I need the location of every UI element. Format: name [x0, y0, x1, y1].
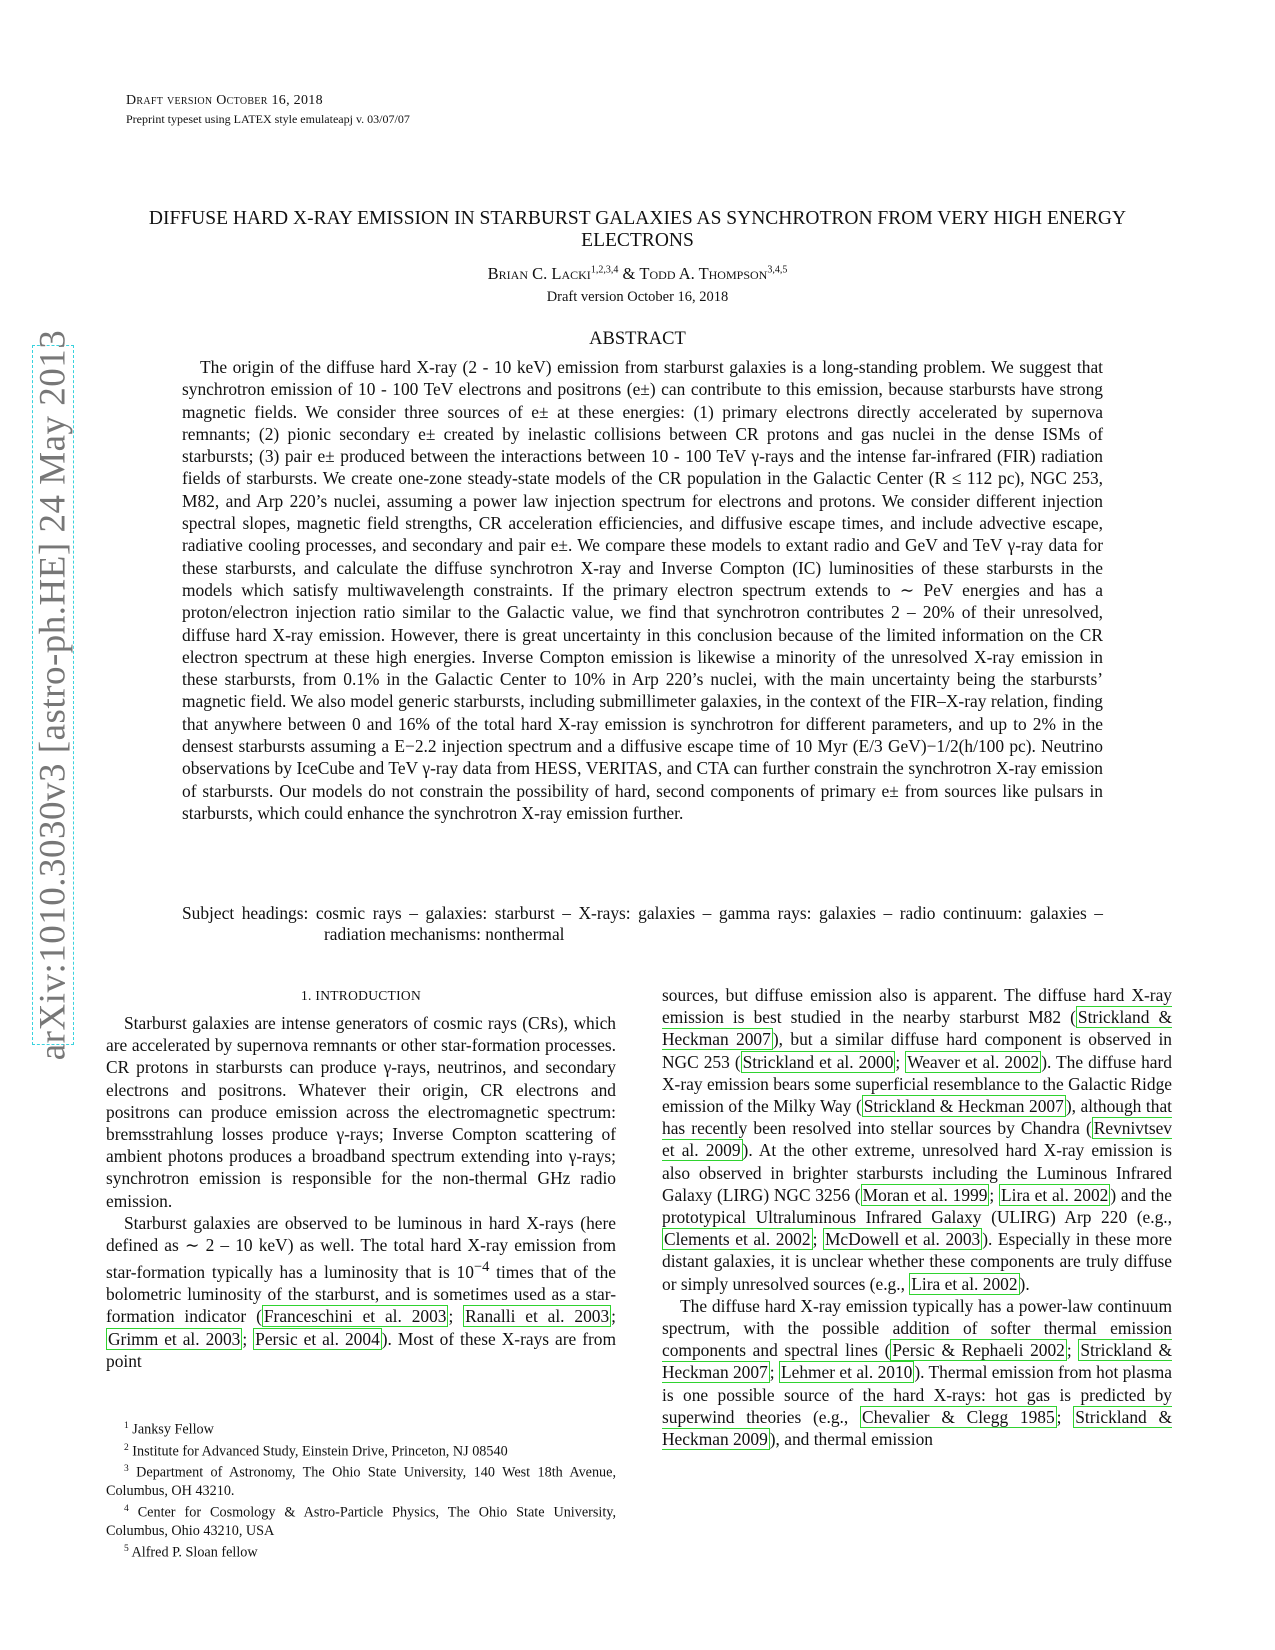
paper-title: DIFFUSE HARD X-RAY EMISSION IN STARBURST GALAXIES AS SYNCHROTRON FROM VERY HIGH ENERGY ELECTRONS [148, 208, 1127, 251]
abstract-heading: ABSTRACT [589, 329, 686, 349]
citation-link[interactable]: Lira et al. 2002 [1000, 1184, 1109, 1205]
subject-headings: Subject headings: cosmic rays – galaxies: starburst – X-rays: galaxies – gamma rays: galaxies – radio continuum: galaxies – radiation mechanisms: nonthermal [182, 903, 1103, 944]
draft-header: Draft version October 16, 2018 [126, 93, 323, 108]
intro-paragraph-3: The diffuse hard X-ray emission typically has a power-law continuum spectrum, with the possible addition of softer thermal emission components and spectral lines ( Persic & Rephaeli 2002 ; Strickland & Heckman 2007 ; Lehmer et al. 2010 ). Thermal emission from hot plasma is one possible source of the hard X-rays: hot gas is predicted by superwind theories (e.g., Chevalier & Clegg 1985 ; Strickland & Heckman 2009 ), and thermal emission [662, 1295, 1173, 1450]
citation-link[interactable]: Persic & Rephaeli 2002 [892, 1340, 1065, 1361]
draft-date: Draft version October 16, 2018 [546, 289, 729, 305]
citation-link[interactable]: Strickland & Heckman 2007 [863, 1096, 1064, 1117]
right-column [662, 984, 1172, 1450]
citation-link[interactable]: Revnivtsev et al. 2009 [662, 1118, 1172, 1161]
citation-link[interactable]: Strickland & Heckman 2009 [662, 1406, 1173, 1450]
footnote: $^3$ Department of Astronomy, The Ohio State University, 140 West 18th Avenue, Columbus, OH 43210. [106, 1464, 616, 1500]
arxiv-identifier: arXiv:1010.3030v3 [astro-ph.HE] 24 May 2013 [32, 329, 74, 1061]
footnote: $^2$ Institute for Advanced Study, Einstein Drive, Princeton, NJ 08540 [124, 1442, 508, 1460]
citation-link[interactable]: McDowell et al. 2003 [824, 1229, 981, 1250]
citation-link[interactable]: Strickland & Heckman 2007 [662, 1007, 1172, 1050]
citation-link[interactable]: Grimm et al. 2003 [108, 1328, 241, 1349]
citation-link[interactable]: Persic et al. 2004 [255, 1328, 380, 1349]
footnote: $^1$ Janksy Fellow [124, 1421, 214, 1438]
author-1-affiliations: 1,2,3,4 [590, 264, 619, 276]
author-1: Brian C. Lacki [487, 264, 591, 283]
citation-link[interactable]: Ranalli et al. 2003 [465, 1306, 610, 1327]
left-column [106, 1012, 616, 1372]
author-separator: & [622, 264, 636, 283]
author-line [100, 264, 1175, 284]
citation-link[interactable]: Lehmer et al. 2010 [780, 1362, 913, 1383]
intro-paragraph-2-continued: sources, but diffuse emission also is apparent. The diffuse hard X-ray emission is best studied in the nearby starburst M82 ( Strickland & Heckman 2007 ), but a similar diffuse hard component is observed in NGC 253 ( Strickland et al. 2000 ; Weaver et al. 2002 ). The diffuse hard X-ray emission bears some superficial resemblance to the Galactic Ridge emission of the Milky Way ( Strickland & Heckman 2007 ), although that has recently been resolved into stellar sources by Chandra ( Revnivtsev et al. 2009 ). At the other extreme, unresolved hard X-ray emission is also observed in brighter starbursts including the Luminous Infrared Galaxy (LIRG) NGC 3256 ( Moran et al. 1999 ; Lira et al. 2002 ) and the prototypical Ultraluminous Infrared Galaxy (ULIRG) Arp 220 (e.g., Clements et al. 2002 ; McDowell et al. 2003 ). Especially in these more distant galaxies, it is unclear whether these components are truly diffuse or simply unresolved sources (e.g., Lira et al. 2002 ). [662, 985, 1173, 1294]
citation-link[interactable]: Weaver et al. 2002 [907, 1051, 1040, 1072]
citation-link[interactable]: Chevalier & Clegg 1985 [861, 1406, 1055, 1427]
footnotes [106, 1417, 616, 1562]
intro-paragraph-1: Starburst galaxies are intense generators of cosmic rays (CRs), which are accelerated by supernova remnants or other star-formation processes. CR protons in starbursts can produce γ-rays, neutrinos, and secondary electrons and positrons. Whatever their origin, CR electrons and positrons can produce emission across the electromagnetic spectrum: bremsstrahlung losses produce γ-rays; Inverse Compton scattering of ambient photons produces a broadband spectrum extending into γ-rays; synchrotron emission is responsible for the non-thermal GHz radio emission. [106, 1013, 616, 1211]
section-heading: 1. INTRODUCTION [301, 988, 421, 1003]
footnote: $^5$ Alfred P. Sloan fellow [124, 1543, 258, 1561]
abstract-text: The origin of the diffuse hard X-ray (2 - 10 keV) emission from starburst galaxies is a long-standing problem. We suggest that synchrotron emission of 10 - 100 TeV electrons and positrons (e±) can contribute to this emission, because starbursts have strong magnetic fields. We consider three sources of e± at these energies: (1) primary electrons directly accelerated by supernova remnants; (2) pionic secondary e± created by inelastic collisions between CR protons and gas nuclei in the dense ISMs of starbursts; (3) pair e± produced between the interactions between 10 - 100 TeV γ-rays and the intense far-infrared (FIR) radiation fields of starbursts. We create one-zone steady-state models of the CR population in the Galactic Center (R ≤ 112 pc), NGC 253, M82, and Arp 220’s nuclei, assuming a power law injection spectrum for electrons and protons. We consider different injection spectral slopes, magnetic field strengths, CR acceleration efficiencies, and diffusive escape times, and include advective escape, radiative cooling processes, and secondary and pair e±. We compare these models to extant radio and GeV and TeV γ-ray data for these starbursts, and calculate the diffuse synchrotron X-ray and Inverse Compton (IC) luminosities of these starbursts in the models which satisfy multiwavelength constraints. If the primary electron spectrum extends to ∼ PeV energies and has a proton/electron injection ratio similar to the Galactic value, we find that synchrotron contributes 2 – 20% of their unresolved, diffuse hard X-ray emission. However, there is great uncertainty in this conclusion because of the limited information on the CR electron spectrum at these high energies. Inverse Compton emission is likewise a minority of the unresolved X-ray emission in these starbursts, from 0.1% in the Galactic Center to 10% in Arp 220’s nuclei, with the main uncertainty being the starbursts’ magnetic field. We also model generic starbursts, including submillimeter galaxies, in the context of the FIR–X-ray relation, finding that anywhere between 0 and 16% of the total hard X-ray emission is synchrotron for different parameters, and up to 2% in the densest starbursts assuming a E−2.2 injection spectrum and a diffusive escape time of 10 Myr (E/3 GeV)−1/2(h/100 pc). Neutrino observations by IceCube and TeV γ-ray data from HESS, VERITAS, and CTA can further constrain the synchrotron X-ray emission of starbursts. Our models do not constrain the possibility of hard, second components of primary e± from sources like pulsars in starbursts, which could enhance the synchrotron X-ray emission further. [182, 357, 1103, 823]
citation-link[interactable]: Strickland & Heckman 2007 [662, 1340, 1172, 1383]
citation-link[interactable]: Strickland et al. 2000 [742, 1051, 894, 1072]
author-2-affiliations: 3,4,5 [767, 264, 788, 276]
citation-link[interactable]: Lira et al. 2002 [911, 1273, 1018, 1294]
intro-paragraph-2: Starburst galaxies are observed to be luminous in hard X-rays (here defined as ∼ 2 – 10 keV) as well. The total hard X-ray emission from star-formation typically has a luminosity that is $10^{-4}$ times that of the bolometric luminosity of the starburst, and is sometimes used as a star-formation indicator ( Franceschini et al. 2003 ; Ranalli et al. 2003 ; Grimm et al. 2003 ; Persic et al. 2004 ). Most of these X-rays are from point [106, 1212, 616, 1371]
footnote: $^4$ Center for Cosmology & Astro-Particle Physics, The Ohio State University, Columbus, Ohio 43210, USA [106, 1504, 616, 1539]
preprint-note: Preprint typeset using LATEX style emulateapj v. 03/07/07 [126, 112, 410, 126]
citation-link[interactable]: Clements et al. 2002 [664, 1229, 811, 1250]
author-2: Todd A. Thompson [639, 264, 768, 283]
citation-link[interactable]: Franceschini et al. 2003 [263, 1306, 447, 1327]
arxiv-stamp-link[interactable] [32, 329, 74, 1061]
citation-link[interactable]: Moran et al. 1999 [862, 1184, 988, 1205]
